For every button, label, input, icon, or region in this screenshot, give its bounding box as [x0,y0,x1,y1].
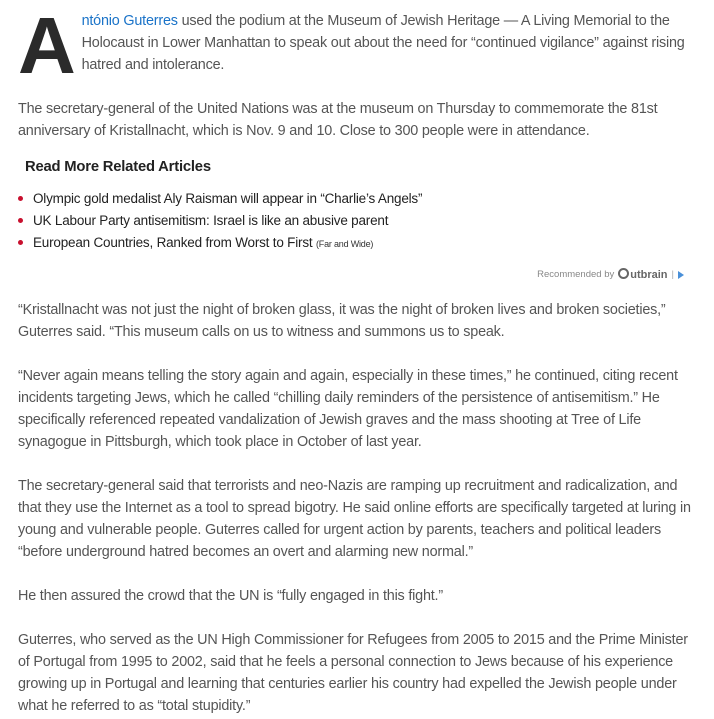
separator: | [671,269,674,280]
list-item [18,232,696,255]
outbrain-o-icon [618,268,629,279]
outbrain-logo [618,268,667,281]
related-source: (Far and Wide) [315,239,374,249]
bullet-icon [18,240,23,245]
recommended-by-outbrain[interactable] [537,268,684,281]
related-link-1[interactable]: Olympic gold medalist Aly Raisman will appear in “Charlie’s Angels” [33,191,423,206]
bullet-icon [18,218,23,223]
paragraph-3: “Kristallnacht was not just the night of broken glass, it was the night of broken lives and broken societies,” Guterres said. “This museum calls on us to witness and summons us to speak. [18,302,666,340]
related-link-3[interactable]: European Countries, Ranked from Worst to First [33,235,313,250]
adchoices-icon[interactable] [678,271,684,279]
intro-accent-text: ntónio Guterres [81,13,178,29]
related-articles-title: Read More Related Articles [25,159,211,175]
drop-cap: A [18,1,76,90]
bullet-icon [18,196,23,201]
paragraph-7: Guterres, who served as the UN High Commissioner for Refugees from 2005 to 2015 and the Prime Minister of Portugal from 1995 to 2002, said that he feels a personal connection to Jews because of his experience growing up in Portugal and learning that centuries earlier his country had expelled the Jewish people under what he referred to as “total stupidity.” [18,632,688,714]
paragraph-2: The secretary-general of the United Nations was at the museum on Thursday to commemorate the 81st anniversary of Kristallnacht, which is Nov. 9 and 10. Close to 300 people were in attendance. [18,101,658,139]
related-articles-list [18,188,696,255]
list-item [18,210,696,232]
intro-paragraph [18,1,696,90]
paragraph-5: The secretary-general said that terrorists and neo-Nazis are ramping up recruitment and radicalization, and that they use the Internet as a tool to spread bigotry. He said online efforts are specifically targeted at luring in young and vulnerable people. Guterres called for urgent action by parents, teachers and political leaders “before underground hatred becomes an overt and alarming new normal.” [18,478,691,560]
related-articles [18,152,696,255]
recommended-label: Recommended by [537,269,615,280]
related-link-2[interactable]: UK Labour Party antisemitism: Israel is like an abusive parent [33,213,389,228]
paragraph-4: “Never again means telling the story again and again, especially in these times,” he continued, citing recent incidents targeting Jews, which he called “chilling daily reminders of the persistence of antisemitism.” He specifically referenced repeated vandalization of Jewish graves and the mass shooting at Tree of Life synagogue in Pittsburgh, which took place in October of last year. [18,368,678,450]
list-item [18,188,696,210]
intro-text: used the podium at the Museum of Jewish Heritage — A Living Memorial to the Holocaust in Lower Manhattan to speak out about the need for “continued vigilance” against rising hatred and intolerance. [81,13,685,73]
outbrain-brand-text: utbrain [630,269,668,281]
paragraph-6: He then assured the crowd that the UN is “fully engaged in this fight.” [18,588,443,604]
